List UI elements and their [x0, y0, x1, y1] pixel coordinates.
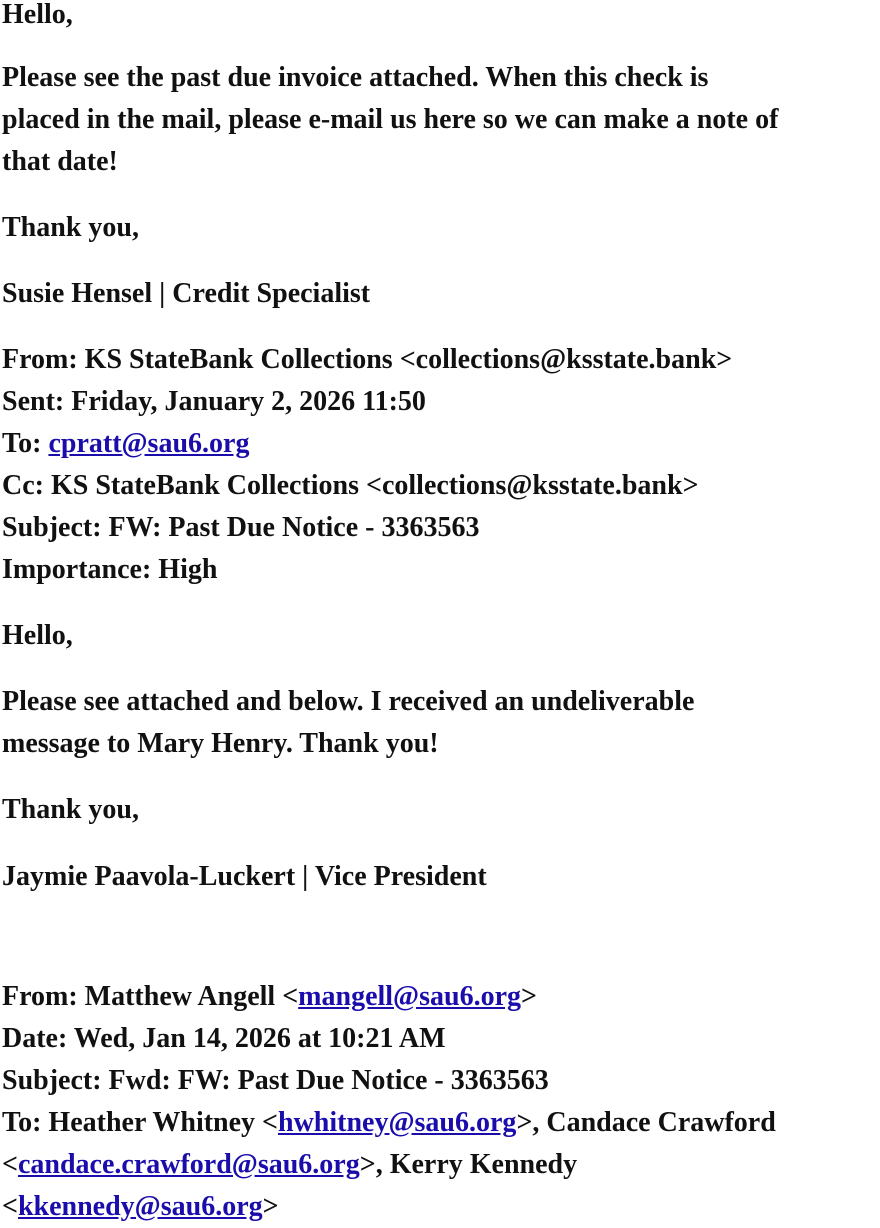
importance-line: Importance: High [2, 554, 218, 585]
closing: Thank you, [2, 794, 139, 825]
from-label: From: Matthew Angell < [2, 981, 299, 1012]
signature: Susie Hensel | Credit Specialist [2, 278, 371, 309]
to-line-continued [0, 1144, 577, 1186]
subject-line: Subject: FW: Past Due Notice - 3363563 [2, 512, 480, 543]
subject-line: Subject: Fwd: FW: Past Due Notice - 3363563 [2, 1065, 549, 1096]
bracket-open: < [2, 1191, 18, 1222]
body-text: Please see attached and below. I received an undeliverable [2, 686, 695, 717]
bracket-close: > [262, 1191, 279, 1222]
email-link[interactable]: hwhitney@sau6.org [278, 1107, 517, 1138]
closing: Thank you, [2, 212, 139, 243]
to-label: To: [2, 428, 49, 459]
signature: Jaymie Paavola-Luckert | Vice President [2, 861, 487, 892]
email-link[interactable]: kkennedy@sau6.org [17, 1191, 263, 1222]
date-line: Date: Wed, Jan 14, 2026 at 10:21 AM [2, 1023, 446, 1054]
cc-line: Cc: KS StateBank Collections <collections@ksstate.bank> [2, 470, 699, 501]
to-label: To: Heather Whitney < [2, 1107, 279, 1138]
body-text: Please see the past due invoice attached. When this check is [2, 62, 709, 93]
from-line: From: KS StateBank Collections <collections@ksstate.bank> [2, 344, 733, 375]
body-text: placed in the mail, please e-mail us here so we can make a note of [2, 104, 779, 135]
bracket-open: < [2, 1149, 18, 1180]
to-line [0, 1102, 776, 1144]
greeting: Hello, [2, 620, 73, 651]
to-line [0, 423, 249, 465]
to-separator: >, Candace Crawford [516, 1107, 776, 1138]
from-end: > [521, 981, 537, 1012]
to-separator: >, Kerry Kennedy [359, 1149, 578, 1180]
email-link[interactable]: mangell@sau6.org [298, 981, 521, 1012]
greeting: Hello, [2, 0, 73, 30]
email-link[interactable]: cpratt@sau6.org [48, 428, 250, 459]
from-line [0, 976, 537, 1018]
email-link[interactable]: candace.crawford@sau6.org [17, 1149, 360, 1180]
to-line-continued [0, 1186, 279, 1228]
sent-line: Sent: Friday, January 2, 2026 11:50 [2, 386, 426, 417]
body-text: that date! [2, 146, 118, 177]
body-text: message to Mary Henry. Thank you! [2, 728, 439, 759]
